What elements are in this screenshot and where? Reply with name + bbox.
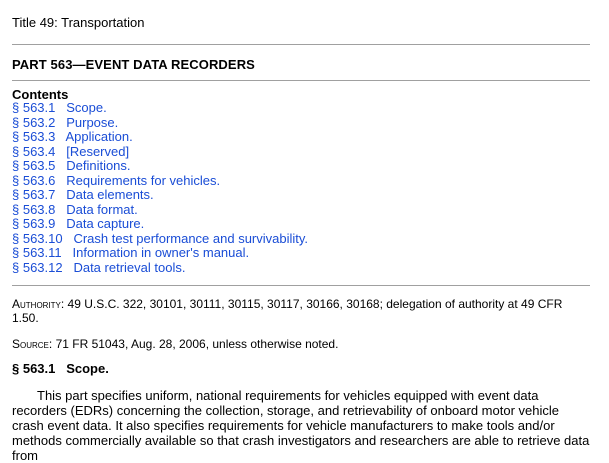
toc-link-563-10[interactable]: § 563.10 Crash test performance and survivability. bbox=[12, 230, 309, 246]
toc-link-563-11[interactable]: § 563.11 Information in owner's manual. bbox=[12, 245, 250, 260]
section-heading: § 563.1 Scope. bbox=[12, 361, 109, 376]
source-label: Source bbox=[12, 337, 49, 351]
source-text: : 71 FR 51043, Aug. 28, 2006, unless otherwise noted. bbox=[48, 337, 339, 351]
toc-link-563-6[interactable]: § 563.6 Requirements for vehicles. bbox=[12, 172, 221, 188]
toc-link-563-9[interactable]: § 563.9 Data capture. bbox=[12, 216, 145, 231]
toc-link-563-8[interactable]: § 563.8 Data format. bbox=[12, 201, 138, 217]
section-body-text: This part specifies uniform, national requirements for vehicles equipped with event data recorders (EDRs) concerning the collection, storage, and retrievability of onboard motor vehicle crash event data. It also specifies requirements for vehicle manufacturers to make tools and/or methods commercially available so that crash investigators and researchers are able to retrieve data from bbox=[12, 388, 590, 463]
toc-link-563-12[interactable]: § 563.12 Data retrieval tools. bbox=[12, 259, 186, 275]
toc-link-563-2[interactable]: § 563.2 Purpose. bbox=[12, 114, 119, 130]
table-of-contents bbox=[12, 101, 308, 275]
divider-top bbox=[12, 44, 590, 45]
contents-heading: Contents bbox=[12, 87, 69, 102]
divider-contents bbox=[12, 285, 590, 286]
title-line: Title 49: Transportation bbox=[12, 15, 145, 30]
part-heading: PART 563—EVENT DATA RECORDERS bbox=[12, 57, 255, 72]
toc-link-563-4[interactable]: § 563.4 [Reserved] bbox=[12, 143, 130, 159]
source-note bbox=[12, 337, 338, 351]
authority-label: Authority bbox=[12, 297, 61, 311]
authority-note bbox=[12, 297, 590, 325]
toc-link-563-5[interactable]: § 563.5 Definitions. bbox=[12, 158, 131, 173]
toc-link-563-3[interactable]: § 563.3 Application. bbox=[12, 129, 133, 144]
toc-link-563-7[interactable]: § 563.7 Data elements. bbox=[12, 187, 154, 202]
divider-part bbox=[12, 80, 590, 81]
toc-link-563-1[interactable]: § 563.1 Scope. bbox=[12, 100, 107, 115]
authority-text: : 49 U.S.C. 322, 30101, 30111, 30115, 30117, 30166, 30168; delegation of authority at 49 CFR 1.50. bbox=[12, 297, 563, 325]
